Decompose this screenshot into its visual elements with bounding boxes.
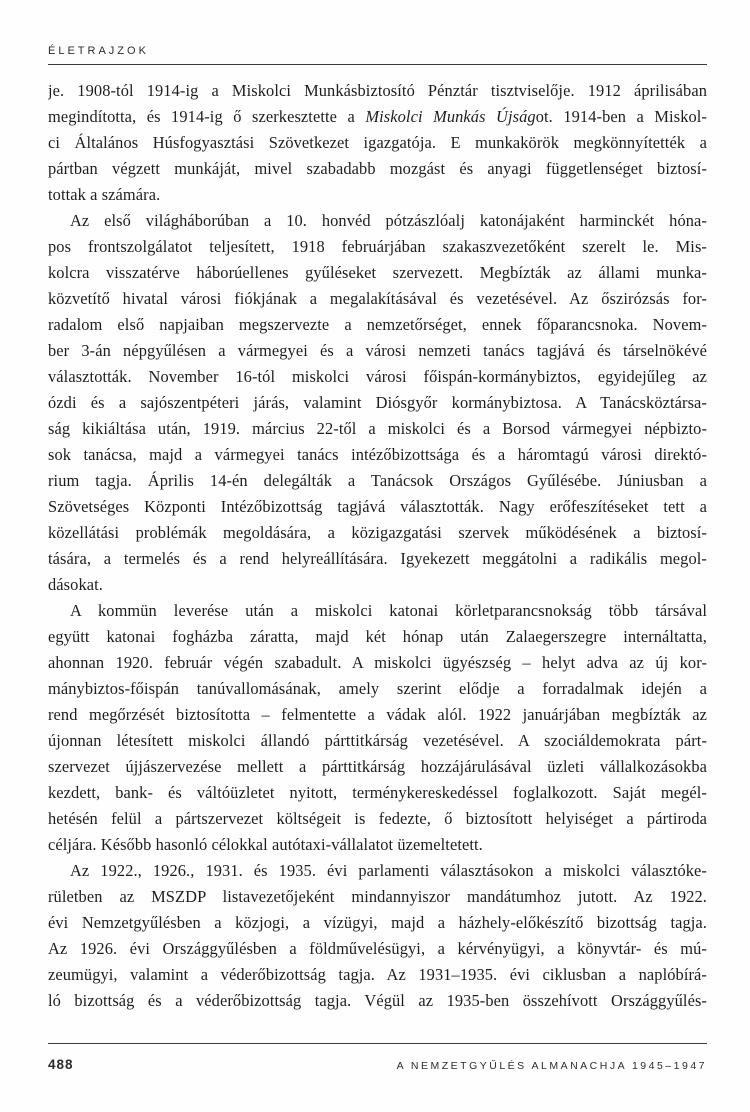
text-block (48, 78, 707, 1014)
text-line: pos frontszolgálatot teljesített, 1918 februárjában szakaszvezetőként szerelt le. Mis- (48, 237, 707, 256)
text-line: kolcra visszatérve háborúellenes gyűléseket szervezett. Megbízták az állami munka- (48, 263, 707, 282)
text-line: Az 1926. évi Országgyűlésben a földművelésügyi, a kérvényügyi, a könyvtár- és mú- (48, 939, 707, 958)
running-head-title: ÉLETRAJZOK (48, 45, 149, 57)
text-line: céljára. Később hasonló célokkal autótaxi-vállalatot üzemeltetett. (48, 835, 483, 854)
text-line: zeumügyi, valamint a véderőbizottság tagja. Az 1931–1935. évi ciklusban a naplóbírá- (48, 965, 707, 984)
text-line: ló bizottság és a véderőbizottság tagja. Végül az 1935-ben összehívott Országgyűlés- (48, 991, 707, 1010)
text-line: rend megőrzését biztosította – felmentette a vádak alól. 1922 januárjában megbízták az (48, 705, 707, 724)
text-line: tottak a számára. (48, 185, 161, 204)
text-line: rületben az MSZDP listavezetőjeként mindannyiszor mandátumhoz jutott. Az 1922. (48, 887, 707, 906)
text-line: pártban végzett munkáját, mivel szabadabb mozgást és anyagi függetlenséget biztosí- (48, 159, 707, 178)
text-line: ság kikiáltása után, 1919. március 22-től a miskolci és a Borsod vármegyei népbizto- (48, 419, 707, 438)
text-line: közvetítő hivatal városi fiókjának a megalakításával és vezetésével. Az őszirózsás for- (48, 289, 707, 308)
text-line: ber 3-án népgyűlésen a vármegyei és a városi nemzeti tanács tagjává és társelnökévé (48, 341, 707, 360)
text-line: rium tagja. Április 14-én delegálták a Tanácsok Országos Gyűlésébe. Júniusban a (48, 471, 707, 490)
text-line: megindította, és 1914-ig ő szerkesztette a Miskolci Munkás Újságot. 1914-ben a Miskol- (48, 107, 707, 126)
footer-running-title: A NEMZETGYŰLÉS ALMANACHJA 1945–1947 (396, 1060, 707, 1072)
page-number: 488 (48, 1057, 74, 1072)
text-line: A kommün leverése után a miskolci katonai körletparancsnokság több társával (70, 601, 707, 620)
text-line: évi Nemzetgyűlésben a közjogi, a vízügyi, majd a házhely-előkészítő bizottság tagja. (48, 913, 707, 932)
text-line: Szövetséges Központi Intézőbizottság tagjává választották. Nagy erőfeszítéseket tett a (48, 497, 707, 516)
running-head (48, 0, 707, 65)
text-line: Az első világháborúban a 10. honvéd pótzászlóalj katonájaként harminckét hóna- (70, 211, 707, 230)
text-line: újonnan létesített miskolci állandó párttitkárság vezetésével. A szociáldemokrata párt- (48, 731, 707, 750)
text-line: je. 1908-tól 1914-ig a Miskolci Munkásbiztosító Pénztár tisztviselője. 1912 áprilisában (48, 81, 707, 100)
text-line: dásokat. (48, 575, 103, 594)
text-line: ahonnan 1920. február végén szabadult. A miskolci ügyészség – helyt adva az új kor- (48, 653, 707, 672)
text-line: hetésén felül a pártszervezet költségeit is fedezte, ő biztosított helyiséget a pártiroda (48, 809, 707, 828)
page-footer (48, 1043, 707, 1072)
text-line: tására, a termelés és a rend helyreállítására. Igyekezett meggátolni a radikális megol- (48, 549, 707, 568)
text-line: közellátási problémák megoldására, a közigazgatási szervek működésének a biztosí- (48, 523, 707, 542)
text-line: mánybiztos-főispán tanúvallomásának, amely szerint elődje a forradalmak idején a (48, 679, 707, 698)
text-line: kezdett, bank- és váltóüzletet nyitott, terménykereskedéssel foglalkozott. Saját megél- (48, 783, 707, 802)
text-line: Az 1922., 1926., 1931. és 1935. évi parlamenti választásokon a miskolci választóke- (70, 861, 707, 880)
text-line: együtt katonai fogházba záratta, majd két hónap után Zalaegerszegre internáltatta, (48, 627, 707, 646)
text-line: ci Általános Húsfogyasztási Szövetkezet igazgatója. E munkakörök megkönnyítették a (48, 133, 707, 152)
text-line: sok tanácsa, majd a vármegyei tanács intézőbizottsága és a háromtagú városi direktó- (48, 445, 707, 464)
text-line: szervezet újjászervezése mellett a párttitkárság hozzájárulásával üzleti vállalkozásokba (48, 757, 707, 776)
text-line: ózdi és a sajószentpéteri járás, valamint Diósgyőr kormánybiztosa. A Tanácsköztársa- (48, 393, 707, 412)
text-line: radalom első napjaiban megszervezte a nemzetőrséget, ennek főparancsnoka. Novem- (48, 315, 707, 334)
text-line: választották. November 16-tól miskolci városi főispán-kormánybiztos, egyidejűleg az (48, 367, 707, 386)
